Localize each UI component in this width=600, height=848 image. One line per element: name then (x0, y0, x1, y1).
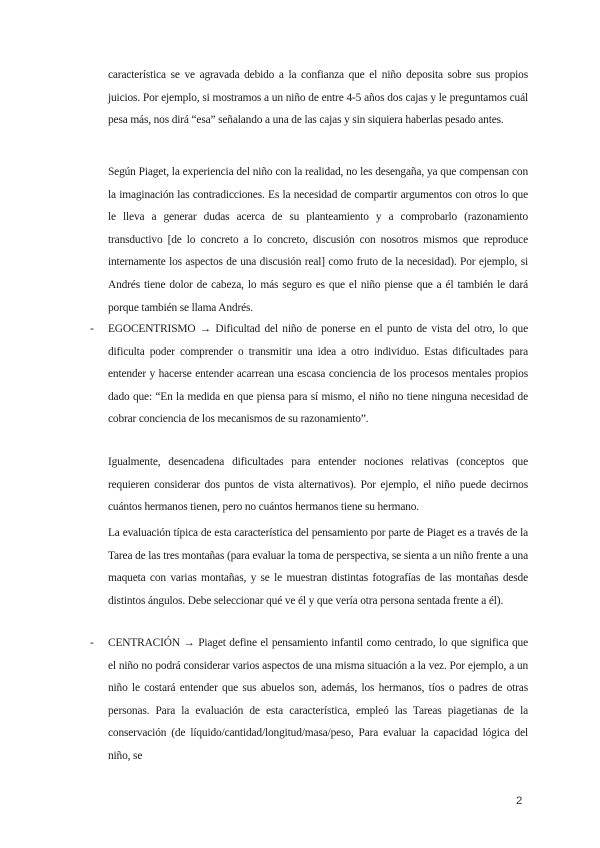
paragraph-nociones-relativas: Igualmente, desencadena dificultades para entender nociones relativas (conceptos que requieren considerar dos puntos de vista alternativos). Por ejemplo, el niño puede decirnos cuántos hermanos tienen, pero no cuántos hermanos tiene su hermano. (108, 456, 528, 514)
paragraph-egocentrismo: EGOCENTRISMO → Dificultad del niño de ponerse en el punto de vista del otro, lo que dificulta poder comprender o transmitir una idea a otro individuo. Estas dificultades para entender y hacerse entender acarrean una escasa conciencia de los procesos mentales propios dado que: “En la medida en que piensa para sí mismo, el niño no tiene ninguna necesidad de cobrar conciencia de los mecanismos de su razonamiento”. (108, 323, 528, 426)
paragraph-tres-montanas: La evaluación típica de esta característica del pensamiento por parte de Piaget es a través de la Tarea de las tres montañas (para evaluar la toma de perspectiva, se sienta a un niño frente a una maqueta con varias montañas, y se le muestran distintas fotografías de las montañas desde distintos ángulos. Debe seleccionar qué ve él y que vería otra persona sentada frente a él). (108, 527, 528, 607)
bullet-egocentrismo: - (90, 323, 94, 335)
paragraph-centracion: CENTRACIÓN → Piaget define el pensamiento infantil como centrado, lo que significa que el niño no podrá considerar varios aspectos de una misma situación a la vez. Por ejemplo, a un niño le costará entender que sus abuelos son, además, los hermanos, tíos o padres de otras personas. Para la evaluación de esta característica, empleó las Tareas piagetianas de la conservación (de líquido/cantidad/longitud/masa/peso, Para evaluar la capacidad lógica del niño, se (108, 637, 528, 762)
paragraph-piaget-experience: Según Piaget, la experiencia del niño con la realidad, no les desengaña, ya que compensan con la imaginación las contradicciones. Es la necesidad de compartir argumentos con otros lo que le lleva a generar dudas acerca de su planteamiento y a comprobarlo (razonamiento transductivo [de lo concreto a lo concreto, discusión con nosotros mismos que reproduce internamente los aspectos de una discusión real] como fruto de la necesidad). Por ejemplo, si Andrés tiene dolor de cabeza, lo más seguro es que el niño piense que a él también le dará porque también se llama Andrés. (108, 166, 528, 314)
page-number: 2 (516, 795, 523, 807)
paragraph-intro-continuation: característica se ve agravada debido a la confianza que el niño deposita sobre sus propios juicios. Por ejemplo, si mostramos a un niño de entre 4-5 años dos cajas y le preguntamos cuál pesa más, nos dirá “esa” señalando a una de las cajas y sin siquiera haberlas pesado antes. (108, 69, 528, 127)
bullet-centracion: - (90, 637, 94, 649)
